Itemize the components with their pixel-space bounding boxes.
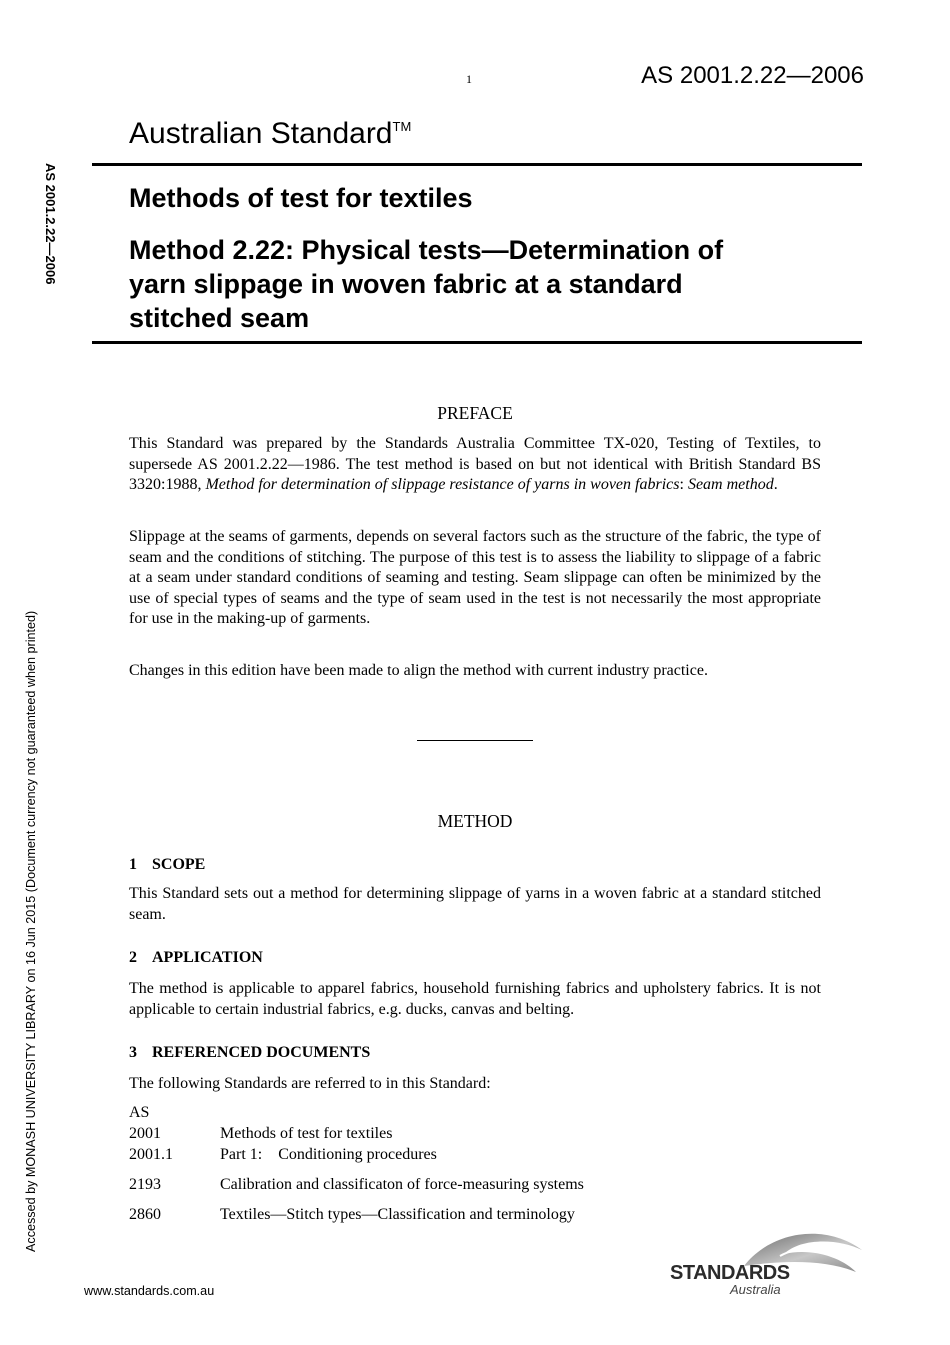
reference-title: Methods of test for textiles: [220, 1125, 393, 1142]
reference-row: [129, 1206, 575, 1224]
section-title: APPLICATION: [152, 949, 263, 966]
standard-type: [129, 117, 411, 151]
method-title-line: stitched seam: [129, 303, 310, 333]
logo-wordmark: STANDARDS: [670, 1262, 790, 1284]
reference-title: Calibration and classificaton of force-measuring systems: [220, 1176, 584, 1193]
logo-subtext: Australia: [730, 1282, 781, 1297]
method-title-line: Method 2.22: Physical tests—Determination of: [129, 235, 724, 265]
section-number: 2: [129, 949, 137, 966]
preface-paragraph: Changes in this edition have been made to align the method with current industry practice.: [129, 662, 708, 679]
series-title: Methods of test for textiles: [129, 183, 473, 213]
reference-prefix: AS: [129, 1104, 150, 1121]
colon-text: :: [679, 476, 688, 494]
section-title: SCOPE: [152, 856, 206, 873]
access-notice: Accessed by MONASH UNIVERSITY LIBRARY on 16 Jun 2015 (Document currency not guaranteed when printed): [24, 610, 38, 1252]
method-title-line: yarn slippage in woven fabric at a standard: [129, 269, 683, 299]
section-number: 1: [129, 856, 137, 873]
document-id: AS 2001.2.22—2006: [641, 62, 864, 89]
period-text: .: [773, 476, 778, 494]
reference-row: [129, 1176, 584, 1194]
preface-text: This Standard was prepared by the Standards Australia Committee TX-020, Testing of Textiles, to supersede AS 2001.2.22—1986. The test method is based on but not identical with British Standard BS 3320:1988,: [129, 435, 821, 494]
standard-type-label: Australian Standard: [129, 117, 393, 150]
preface-paragraph: Slippage at the seams of garments, depends on several factors such as the structure of the fabric, the type of seam and the conditions of stitching. The purpose of this test is to assess the liability to slippage of a fabric at a seam under standard conditions of seaming and testing. Seam slippage can often be minimized by the use of special types of seams and the type of seam used in the test is not necessarily the most appropriate for use in the making-up of garments.: [129, 528, 821, 628]
side-document-id: AS 2001.2.22—2006: [43, 163, 58, 285]
application-text: The method is applicable to apparel fabrics, household furnishing fabrics and upholstery fabrics. It is not applicable to certain industrial fabrics, e.g. ducks, canvas and belting.: [129, 980, 821, 1018]
preface-heading: PREFACE: [437, 403, 513, 423]
seam-method-italic: Seam method: [687, 476, 774, 494]
title-bottom-rule: [92, 341, 862, 344]
page-number: 1: [466, 72, 472, 86]
website-link[interactable]: www.standards.com.au: [84, 1284, 215, 1298]
reference-row: [129, 1146, 437, 1164]
scope-heading: [129, 856, 205, 874]
referenced-documents-intro: The following Standards are referred to in this Standard:: [129, 1075, 491, 1092]
method-title: [129, 233, 829, 335]
section-number: 3: [129, 1044, 137, 1061]
application-heading: [129, 949, 263, 967]
reference-code: 2001: [129, 1125, 161, 1142]
referenced-documents-heading: [129, 1044, 370, 1062]
reference-code: 2860: [129, 1206, 161, 1223]
scope-text: This Standard sets out a method for determining slippage of yarns in a woven fabric at a standard stitched seam.: [129, 885, 821, 923]
reference-title: Textiles—Stitch types—Classification and terminology: [220, 1206, 575, 1223]
trademark-mark: TM: [392, 119, 412, 134]
reference-title: Part 1: Conditioning procedures: [220, 1146, 437, 1163]
standards-australia-logo: [668, 1226, 868, 1300]
preface-paragraph: [129, 434, 821, 496]
reference-code: 2193: [129, 1176, 161, 1193]
bs-title-italic: Method for determination of slippage resistance of yarns in woven fabrics: [205, 476, 680, 494]
method-heading: METHOD: [437, 811, 513, 831]
reference-code: 2001.1: [129, 1146, 173, 1163]
reference-row: [129, 1125, 392, 1143]
section-title: REFERENCED DOCUMENTS: [152, 1044, 371, 1061]
top-rule: [92, 163, 862, 166]
section-separator: [417, 740, 533, 741]
